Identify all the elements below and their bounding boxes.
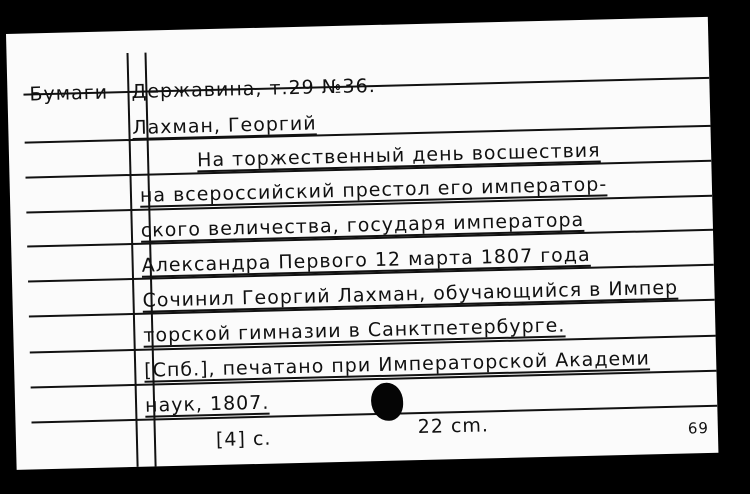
- title-line: на всероссийский престол его император-: [139, 173, 608, 207]
- author-heading: Лахман, Георгий: [132, 112, 317, 139]
- statement-line: Сочинил Георгий Лахман, обучающийся в Импер: [142, 276, 679, 312]
- card-page-number: 69: [687, 418, 710, 438]
- title-line: ского величества, государя императора: [140, 208, 585, 242]
- statement-line: торской гимназии в Санктпетербурге.: [143, 314, 566, 347]
- catalog-card: [6, 17, 718, 470]
- subject-label: Бумаги: [29, 81, 109, 106]
- dimensions: 22 cm.: [417, 414, 490, 439]
- pagination: [4] с.: [215, 427, 272, 451]
- ink-blot: [371, 382, 404, 421]
- source-reference: Державина, т.29 №36.: [131, 74, 377, 103]
- title-line: Александра Первого 12 марта 1807 года: [141, 243, 591, 277]
- title-line: На торжественный день восшествия: [196, 139, 601, 172]
- imprint-line: [Спб.], печатано при Императорской Академи: [143, 347, 651, 382]
- imprint-line: наук, 1807.: [144, 391, 270, 417]
- margin-line: [127, 53, 139, 467]
